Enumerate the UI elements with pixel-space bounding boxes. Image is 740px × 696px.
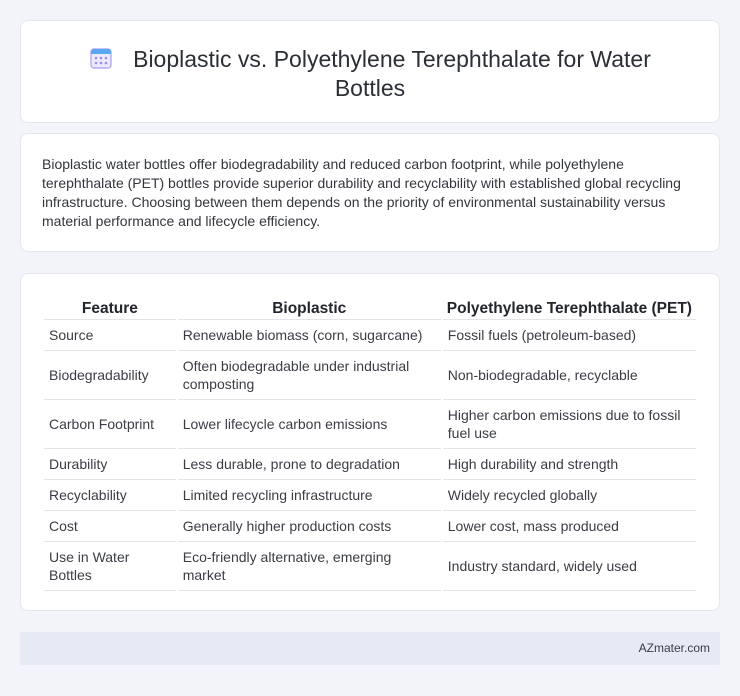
- title-card: [20, 20, 720, 123]
- comparison-table: [42, 296, 698, 591]
- header-bioplastic: Bioplastic: [178, 296, 441, 320]
- intro-paragraph: Bioplastic water bottles offer biodegradability and reduced carbon footprint, while polyethylene terephthalate (PET) bottles provide superior durability and recyclability with established global recycling infrastructure. Choosing between them depends on the priority of environmental sustainability versus material performance and lifecycle efficiency.: [42, 156, 681, 229]
- footer-bar: [20, 632, 720, 665]
- pet-cell: Higher carbon emissions due to fossil fuel use: [443, 400, 696, 449]
- comparison-card: [20, 273, 720, 611]
- feature-cell: Durability: [44, 449, 176, 480]
- pet-cell: Fossil fuels (petroleum-based): [443, 320, 696, 351]
- feature-cell: Carbon Footprint: [44, 400, 176, 449]
- bioplastic-cell: Lower lifecycle carbon emissions: [178, 400, 441, 449]
- feature-cell: Biodegradability: [44, 351, 176, 400]
- table-header-row: [44, 296, 696, 320]
- header-feature: Feature: [44, 296, 176, 320]
- table-row: [44, 320, 696, 351]
- pet-cell: Industry standard, widely used: [443, 542, 696, 591]
- table-row: [44, 480, 696, 511]
- pet-cell: High durability and strength: [443, 449, 696, 480]
- page-title: Bioplastic vs. Polyethylene Terephthalate for Water Bottles: [133, 46, 651, 101]
- table-row: [44, 400, 696, 449]
- calendar-grid-icon: [89, 46, 113, 70]
- feature-cell: Cost: [44, 511, 176, 542]
- bioplastic-cell: Generally higher production costs: [178, 511, 441, 542]
- feature-cell: Recyclability: [44, 480, 176, 511]
- bioplastic-cell: Limited recycling infrastructure: [178, 480, 441, 511]
- bioplastic-cell: Eco-friendly alternative, emerging market: [178, 542, 441, 591]
- bioplastic-cell: Often biodegradable under industrial composting: [178, 351, 441, 400]
- pet-cell: Widely recycled globally: [443, 480, 696, 511]
- table-row: [44, 542, 696, 591]
- pet-cell: Lower cost, mass produced: [443, 511, 696, 542]
- feature-cell: Use in Water Bottles: [44, 542, 176, 591]
- bioplastic-cell: Renewable biomass (corn, sugarcane): [178, 320, 441, 351]
- table-row: [44, 351, 696, 400]
- title-wrap: [21, 45, 719, 103]
- footer-site-link[interactable]: AZmater.com: [638, 641, 710, 655]
- bioplastic-cell: Less durable, prone to degradation: [178, 449, 441, 480]
- header-pet: Polyethylene Terephthalate (PET): [443, 296, 696, 320]
- table-row: [44, 511, 696, 542]
- intro-card: [20, 133, 720, 252]
- table-row: [44, 449, 696, 480]
- feature-cell: Source: [44, 320, 176, 351]
- pet-cell: Non-biodegradable, recyclable: [443, 351, 696, 400]
